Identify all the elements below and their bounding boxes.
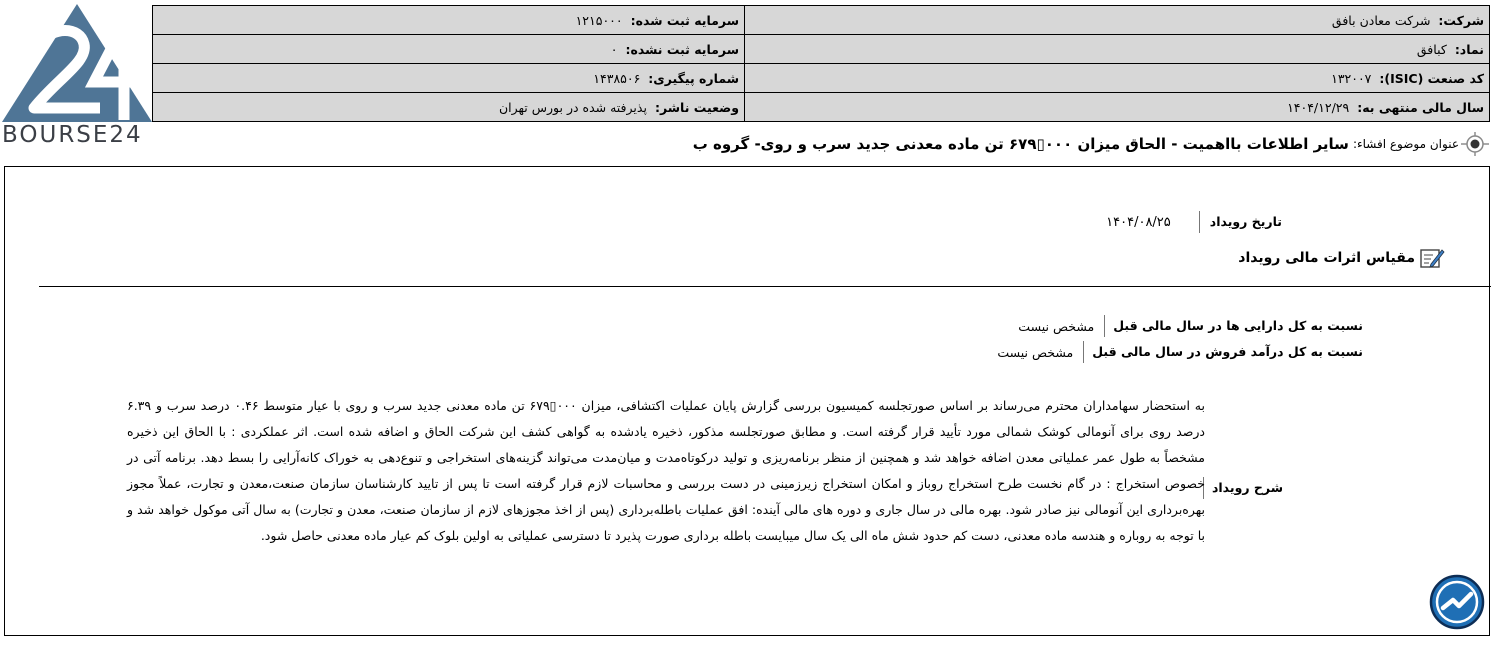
section-divider: [39, 286, 1491, 287]
scroll-top-button[interactable]: [1429, 574, 1485, 630]
unregistered-capital-value: ۰: [610, 41, 618, 57]
description-text: به استحضار سهامداران محترم می‌رساند بر اساس صورتجلسه کمیسیون بررسی گزارش پایان عملیات اکتشافی، میزان ۰۰۰▯۶۷۹ تن ماده معدنی جدید سرب و روی با عیار متوسط ۰.۴۶ درصد سرب و ۶.۳۹ درصد روی برای آنومالی کوشک شمالی مورد تأیید قرار گرفته است. و مطابق صورتجلسه مذکور، ذخیره یادشده به گواهی کشف این شرکت الحاق و اضافه شده است. اثر عملکردی : با الحاق این ذخیره مشخصاً به طول عمر عملیاتی معدن اضافه خواهد شد و همچنین از منظر برنامه‌ریزی و تولید درکوتاه‌مدت و میان‌مدت می‌تواند گزینه‌های استخراجی و تنوع‌دهی به خوراک کانه‌آرایی را بسط دهد. برنامه آتی در خصوص استخراج : در گام نخست طرح استخراج روباز و امکان استخراج زیرزمینی در دست بررسی و محاسبات لازم قرار گرفته است تا پس از تایید کارشناسان سازمان صنعت،معدن و تجارت، عملاً مجوز بهره‌برداری این آنومالی نیز صادر شود. بهره مالی در سال جاری و دوره های مالی آینده: افق عملیات باطله‌برداری (پس از اخذ مجوزهای لازم از سازمان صنعت، معدن و تجارت) به سال آتی موکول خواهد شد و با توجه به روباره و هندسه ماده معدنی، دست کم حدود شش ماه الی یک سال میبایست باطله برداری صورت پذیرد تا دسترسی عملیاتی به اولین بلوک کم عیار ماده معدنی حاصل شود.: [127, 398, 1205, 543]
ratio-revenue-label: نسبت به کل درآمد فروش در سال مالی قبل: [1083, 341, 1363, 363]
symbol-label: نماد:: [1454, 41, 1484, 57]
ratio-assets-label: نسبت به کل دارایی ها در سال مالی قبل: [1104, 315, 1363, 337]
company-info-table: [152, 5, 1490, 122]
target-bullet-icon: [1461, 130, 1489, 158]
disclosure-content-box: [4, 166, 1490, 636]
info-cell-unregistered-capital: [153, 35, 745, 64]
tracking-number-value: ۱۴۳۸۵۰۶: [593, 70, 641, 86]
isic-value: ۱۳۲۰۰۷: [1331, 70, 1372, 86]
info-cell-tracking-number: [153, 64, 745, 93]
registered-capital-label: سرمایه ثبت شده:: [630, 12, 739, 28]
scroll-chevron-icon: [1429, 574, 1485, 630]
event-date-value: ۱۴۰۴/۰۸/۲۵: [1106, 214, 1171, 230]
info-row: [153, 6, 1490, 35]
tracking-number-label: شماره پیگیری:: [648, 70, 739, 86]
fiscal-year-value: ۱۴۰۴/۱۲/۲۹: [1287, 99, 1350, 115]
ratio-row-assets: [1018, 315, 1363, 337]
unregistered-capital-label: سرمایه ثبت نشده:: [625, 41, 739, 57]
ratio-row-revenue: [997, 341, 1363, 363]
isic-label: کد صنعت (ISIC):: [1379, 70, 1484, 86]
info-row: [153, 35, 1490, 64]
edit-note-icon: [1419, 247, 1445, 269]
symbol-value: کبافق: [1416, 41, 1447, 57]
info-cell-registered-capital: [153, 6, 745, 35]
disclosure-subject: [693, 130, 1489, 158]
info-cell-symbol: [745, 35, 1490, 64]
logo-text: BOURSE24: [2, 122, 143, 148]
financial-impact-title: مقیاس اثرات مالی رویداد: [1238, 250, 1415, 266]
subject-label: عنوان موضوع افشاء:: [1352, 137, 1459, 151]
financial-impact-heading: [1238, 247, 1445, 269]
info-row: [153, 64, 1490, 93]
info-row: [153, 93, 1490, 122]
bourse24-logo-icon: [2, 4, 152, 122]
info-cell-isic: [745, 64, 1490, 93]
publisher-status-value: پذیرفته شده در بورس تهران: [498, 99, 647, 115]
info-cell-company: [745, 6, 1490, 35]
ratio-assets-value: مشخص نیست: [1018, 318, 1095, 334]
subject-title: سایر اطلاعات بااهمیت - الحاق میزان ۰۰۰▯۶۷۹ تن ماده معدنی جدید سرب و روی- گروه ب: [692, 135, 1349, 153]
company-value: شرکت معادن بافق: [1331, 12, 1431, 28]
publisher-status-label: وضعیت ناشر:: [654, 99, 739, 115]
fiscal-year-label: سال مالی منتهی به:: [1357, 99, 1484, 115]
info-cell-publisher-status: [153, 93, 745, 122]
info-cell-fiscal-year: [745, 93, 1490, 122]
event-date-label: تاریخ رویداد: [1199, 211, 1282, 233]
event-date-row: [1106, 211, 1282, 233]
registered-capital-value: ۱۲۱۵۰۰۰: [575, 12, 623, 28]
ratio-revenue-value: مشخص نیست: [997, 344, 1074, 360]
description-label: شرح رویداد: [1203, 477, 1283, 499]
company-label: شرکت:: [1438, 12, 1484, 28]
